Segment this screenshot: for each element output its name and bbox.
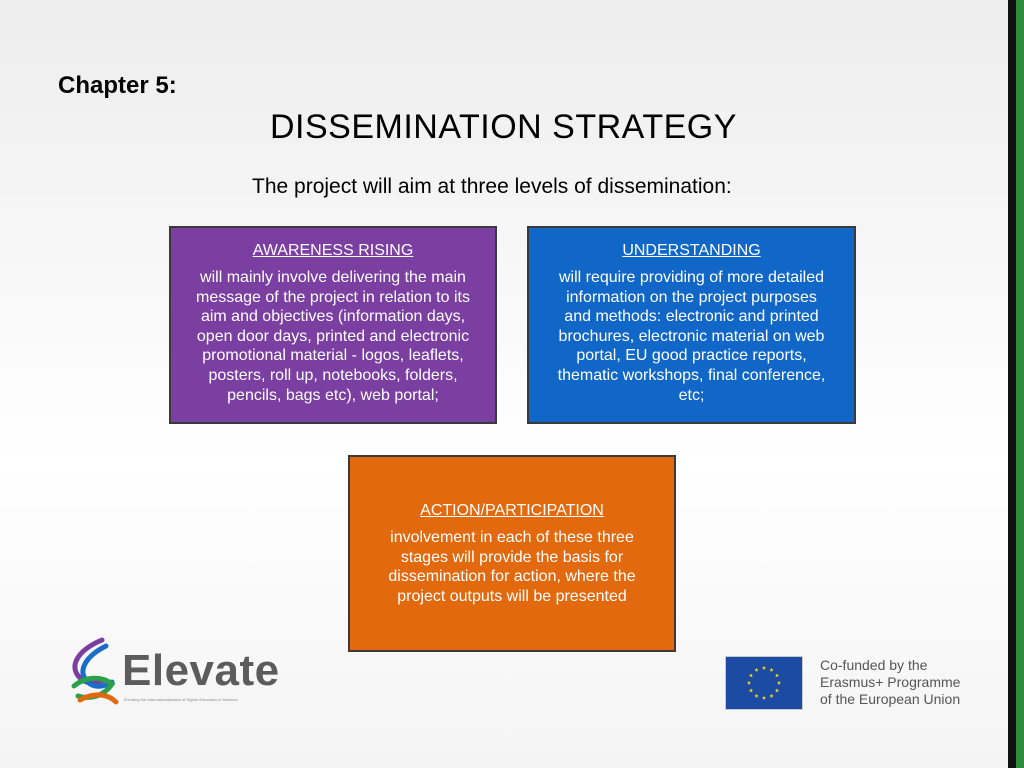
eu-star-icon [762,696,766,700]
eu-star-icon [769,694,773,698]
action-line: involvement in each of these three [390,529,634,546]
eu-star-icon [762,666,766,670]
action-line: project outputs will be presented [397,587,627,605]
eu-star-icon [749,688,753,692]
action-line: stages will provide the basis for [400,548,624,566]
eu-star-icon [775,673,779,677]
action-line: dissemination for action, where the [388,568,636,586]
awareness-line: will mainly involve delivering the main [200,269,466,286]
awareness-line: promotional material - logos, leaflets, [202,347,464,365]
right-edge-black-bar [1008,0,1016,768]
understanding-line: brochures, electronic material on web [558,327,825,345]
awareness-box [169,226,497,424]
understanding-line: information on the project purposes [566,288,817,306]
awareness-line: message of the project in relation to its [196,288,470,306]
eu-text-line: of the European Union [820,691,961,707]
eu-star-icon [775,688,779,692]
understanding-box [527,226,856,424]
understanding-line: thematic workshops, final conference, [557,366,826,384]
awareness-line: posters, roll up, notebooks, folders, [208,366,458,384]
eu-star-icon [754,694,758,698]
eu-star-icon [749,673,753,677]
understanding-line: and methods: electronic and printed [564,308,819,326]
right-edge-green-bar [1016,0,1024,768]
understanding-line: portal, EU good practice reports, [576,347,807,365]
action-participation-box [348,455,676,652]
awareness-heading: AWARENESS RISING [252,242,414,259]
elevate-logo-tagline: Enrolling the Internationalisation of Higher Education in Moldova [124,697,238,702]
understanding-heading: UNDERSTANDING [622,242,761,259]
eu-flag-icon [725,656,803,710]
elevate-logo-name: Elevate [122,646,280,695]
slide-subtitle: The project will aim at three levels of dissemination: [252,175,732,198]
action-body [356,528,668,606]
chapter-label: Chapter 5: [58,72,177,99]
eu-star-icon [747,681,751,685]
understanding-line: will require providing of more detailed [558,269,825,286]
awareness-line: pencils, bags etc), web portal; [227,386,439,404]
understanding-body [535,268,848,405]
eu-star-icon [769,668,773,672]
eu-cofunded-text [820,657,960,708]
eu-text-line: Co-funded by the [820,657,928,673]
understanding-line: etc; [678,386,705,404]
awareness-body [177,268,489,405]
awareness-line: open door days, printed and electronic [196,327,470,345]
eu-star-icon [754,668,758,672]
eu-star-icon [777,681,781,685]
slide-title: DISSEMINATION STRATEGY [270,108,737,146]
eu-text-line: Erasmus+ Programme [820,674,961,690]
awareness-line: aim and objectives (information days, [200,308,466,326]
action-heading: ACTION/PARTICIPATION [420,502,604,519]
